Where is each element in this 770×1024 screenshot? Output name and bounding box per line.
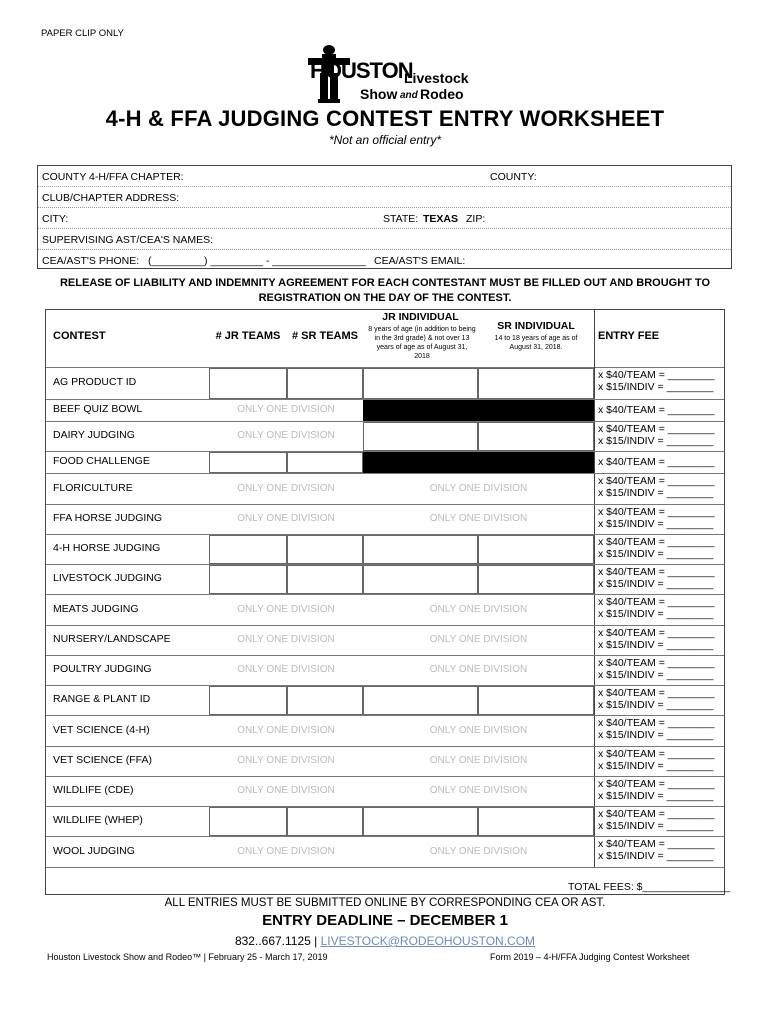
fee-team-line[interactable]: x $40/TEAM = ________ [598,657,715,669]
logo-and: and [400,90,418,101]
jr-teams-input[interactable] [209,686,287,715]
jr-individual-input[interactable] [363,565,478,594]
fee-indiv-line[interactable]: x $15/INDIV = ________ [598,608,714,620]
fee-indiv-line[interactable]: x $15/INDIV = ________ [598,669,714,681]
jr-teams-input[interactable] [209,535,287,564]
info-row-county [38,166,731,187]
submission-notice: ALL ENTRIES MUST BE SUBMITTED ONLINE BY CORRESPONDING CEA OR AST. [164,897,606,909]
sr-individual-input[interactable] [478,368,594,399]
header-jr-individual: JR INDIVIDUAL [382,311,459,323]
address-label: CLUB/CHAPTER ADDRESS: [42,192,180,204]
entry-fee-line[interactable] [598,717,714,741]
logo-rodeo: Rodeo [420,86,464,102]
info-row-phone [38,250,731,270]
individual-only-one-division: ONLY ONE DIVISION [429,664,528,675]
fee-team-line[interactable]: x $40/TEAM = ________ [598,536,715,548]
contest-name: WOOL JUDGING [53,845,135,857]
jr-individual-input[interactable] [363,422,478,451]
row-divider [46,867,724,868]
sr-individual-input[interactable] [478,535,594,564]
contest-table [45,309,725,895]
info-row-city [38,208,731,229]
entry-fee-line[interactable] [598,778,714,802]
header-sr-individual: SR INDIVIDUAL [497,320,575,332]
entry-fee-line[interactable] [598,838,714,862]
entry-fee-line[interactable] [598,423,714,447]
row-divider [46,473,724,474]
contest-name: FLORICULTURE [53,482,133,494]
jr-teams-input[interactable] [209,565,287,594]
contact-line [0,934,770,948]
header-sr-teams: # SR TEAMS [291,330,358,342]
entry-fee-line[interactable] [598,627,714,651]
phone-label: CEA/AST'S PHONE: [42,255,140,267]
fee-team-line[interactable]: x $40/TEAM = ________ [598,627,715,639]
contest-name: FFA HORSE JUDGING [53,512,163,524]
fee-indiv-line[interactable]: x $15/INDIV = ________ [598,850,714,862]
header-jr-teams: # JR TEAMS [215,330,281,342]
entry-fee-line[interactable] [598,475,714,499]
individual-only-one-division: ONLY ONE DIVISION [429,604,528,615]
fee-indiv-line[interactable]: x $15/INDIV = ________ [598,760,714,772]
jr-teams-input[interactable] [209,368,287,399]
individual-blocked [363,400,594,421]
fee-indiv-line[interactable]: x $15/INDIV = ________ [598,699,714,711]
header-sr-individual-note: 14 to 18 years of age as of August 31, 2018. [494,335,578,351]
total-fees[interactable]: TOTAL FEES: $_______________ [568,881,731,893]
fee-column-divider [594,310,595,867]
fee-indiv-line[interactable]: x $15/INDIV = ________ [598,578,714,590]
sr-teams-input[interactable] [287,565,363,594]
entry-fee-line[interactable] [598,748,714,772]
entry-fee-line[interactable] [598,566,714,590]
entry-fee-line[interactable] [598,404,714,416]
row-divider [46,504,724,505]
sr-teams-input[interactable] [287,807,363,836]
entry-fee-line[interactable] [598,687,714,711]
entry-fee-line[interactable] [598,808,714,832]
sr-teams-input[interactable] [287,368,363,399]
individual-only-one-division: ONLY ONE DIVISION [429,785,528,796]
row-divider [46,594,724,595]
contest-name: AG PRODUCT ID [53,376,137,388]
footer-event: Houston Livestock Show and Rodeo™ | February 25 - March 17, 2019 [47,952,328,962]
row-divider [46,625,724,626]
logo-show: Show [360,86,398,102]
contest-name: VET SCIENCE (4-H) [53,724,150,736]
individual-only-one-division: ONLY ONE DIVISION [429,483,528,494]
contest-name: FOOD CHALLENGE [53,455,150,467]
teams-only-one-division: ONLY ONE DIVISION [237,430,335,441]
contest-name: 4-H HORSE JUDGING [53,542,161,554]
fee-team-line[interactable]: x $40/TEAM = ________ [598,778,715,790]
jr-individual-input[interactable] [363,807,478,836]
jr-individual-input[interactable] [363,368,478,399]
fee-indiv-line[interactable]: x $15/INDIV = ________ [598,790,714,802]
entry-fee-line[interactable] [598,657,714,681]
contact-phone: 832..667.1125 | [234,934,318,948]
sr-teams-input[interactable] [287,535,363,564]
individual-only-one-division: ONLY ONE DIVISION [429,725,528,736]
county-label: COUNTY: [490,171,537,183]
teams-only-one-division: ONLY ONE DIVISION [237,634,335,645]
teams-only-one-division: ONLY ONE DIVISION [237,404,335,415]
fee-indiv-line[interactable]: x $15/INDIV = ________ [598,729,714,741]
contest-name: WILDLIFE (CDE) [53,784,134,796]
row-divider [46,836,724,837]
individual-only-one-division: ONLY ONE DIVISION [429,634,528,645]
contest-name: DAIRY JUDGING [53,429,135,441]
phone-blank: (_________) _________ - ________________ [148,255,366,267]
sr-teams-input[interactable] [287,686,363,715]
contest-name: LIVESTOCK JUDGING [53,572,162,584]
individual-blocked [363,452,594,473]
sr-individual-input[interactable] [478,807,594,836]
teams-only-one-division: ONLY ONE DIVISION [237,664,335,675]
rodeo-logo [300,42,470,108]
individual-only-one-division: ONLY ONE DIVISION [429,755,528,766]
info-row-address [38,187,731,208]
entry-deadline: ENTRY DEADLINE – DECEMBER 1 [262,912,508,929]
fee-team-line[interactable]: x $40/TEAM = ________ [598,423,715,435]
contest-name: BEEF QUIZ BOWL [53,403,143,415]
row-divider [46,715,724,716]
paper-clip-note: PAPER CLIP ONLY [41,28,124,39]
entry-fee-line[interactable] [598,369,714,393]
contest-name: NURSERY/LANDSCAPE [53,633,171,645]
contest-name: POULTRY JUDGING [53,663,152,675]
fee-indiv-line[interactable]: x $15/INDIV = ________ [598,487,714,499]
page-subtitle: *Not an official entry* [328,133,442,147]
fee-indiv-line[interactable]: x $15/INDIV = ________ [598,381,714,393]
contest-name: WILDLIFE (WHEP) [53,814,143,826]
fee-team-line[interactable]: x $40/TEAM = ________ [598,404,715,416]
fee-indiv-line[interactable]: x $15/INDIV = ________ [598,548,714,560]
info-row-supervising [38,229,731,250]
fee-team-line[interactable]: x $40/TEAM = ________ [598,369,715,381]
sr-individual-input[interactable] [478,565,594,594]
individual-only-one-division: ONLY ONE DIVISION [429,846,528,857]
footer-form: Form 2019 – 4-H/FFA Judging Contest Worksheet [490,952,690,962]
release-notice: RELEASE OF LIABILITY AND INDEMNITY AGREEMENT FOR EACH CONTESTANT MUST BE FILLED OUT AND BROUGHT TO REGISTRATION ON THE DAY OF THE CONTEST. [59,277,711,304]
fee-team-line[interactable]: x $40/TEAM = ________ [598,838,715,850]
entry-fee-line[interactable] [598,506,714,530]
teams-only-one-division: ONLY ONE DIVISION [237,755,335,766]
fee-indiv-line[interactable]: x $15/INDIV = ________ [598,435,714,447]
chapter-info-box [37,165,732,269]
entry-fee-line[interactable] [598,456,714,468]
teams-only-one-division: ONLY ONE DIVISION [237,513,335,524]
header-entry-fee: ENTRY FEE [598,330,660,342]
sr-teams-input[interactable] [287,452,363,473]
header-contest: CONTEST [53,330,106,342]
state-value: TEXAS [423,213,459,225]
page-title: 4-H & FFA JUDGING CONTEST ENTRY WORKSHEET [105,106,665,131]
fee-team-line[interactable]: x $40/TEAM = ________ [598,748,715,760]
fee-indiv-line[interactable]: x $15/INDIV = ________ [598,518,714,530]
fee-team-line[interactable]: x $40/TEAM = ________ [598,456,715,468]
teams-only-one-division: ONLY ONE DIVISION [237,604,335,615]
row-divider [46,655,724,656]
contest-name: VET SCIENCE (FFA) [53,754,152,766]
row-divider [46,776,724,777]
contact-email-link[interactable]: LIVESTOCK@RODEOHOUSTON.COM [320,934,536,948]
teams-only-one-division: ONLY ONE DIVISION [237,846,335,857]
contest-name: MEATS JUDGING [53,603,139,615]
teams-only-one-division: ONLY ONE DIVISION [237,725,335,736]
entry-fee-line[interactable] [598,596,714,620]
fee-team-line[interactable]: x $40/TEAM = ________ [598,717,715,729]
zip-label: ZIP: [466,213,486,225]
contest-name: RANGE & PLANT ID [53,693,151,705]
supervising-label: SUPERVISING AST/CEA'S NAMES: [42,234,214,246]
teams-only-one-division: ONLY ONE DIVISION [237,785,335,796]
fee-team-line[interactable]: x $40/TEAM = ________ [598,808,715,820]
sr-individual-input[interactable] [478,422,594,451]
fee-indiv-line[interactable]: x $15/INDIV = ________ [598,820,714,832]
fee-team-line[interactable]: x $40/TEAM = ________ [598,475,715,487]
logo-houston: HOUSTON [310,58,413,83]
row-divider [46,746,724,747]
jr-teams-input[interactable] [209,452,287,473]
jr-teams-input[interactable] [209,807,287,836]
county-chapter-label: COUNTY 4-H/FFA CHAPTER: [42,171,184,183]
email-label: CEA/AST'S EMAIL: [374,255,466,267]
entry-fee-line[interactable] [598,536,714,560]
teams-only-one-division: ONLY ONE DIVISION [237,483,335,494]
sr-individual-input[interactable] [478,686,594,715]
logo-livestock: Livestock [404,70,469,86]
individual-only-one-division: ONLY ONE DIVISION [429,513,528,524]
fee-team-line[interactable]: x $40/TEAM = ________ [598,506,715,518]
fee-indiv-line[interactable]: x $15/INDIV = ________ [598,639,714,651]
fee-team-line[interactable]: x $40/TEAM = ________ [598,566,715,578]
city-label: CITY: [42,213,69,225]
state-label: STATE: [383,213,419,225]
header-jr-individual-note: 8 years of age (in addition to being in the 3rd grade) & not over 13 years of age as of August 31, 2018 [368,326,476,360]
jr-individual-input[interactable] [363,535,478,564]
jr-individual-input[interactable] [363,686,478,715]
fee-team-line[interactable]: x $40/TEAM = ________ [598,687,715,699]
fee-team-line[interactable]: x $40/TEAM = ________ [598,596,715,608]
